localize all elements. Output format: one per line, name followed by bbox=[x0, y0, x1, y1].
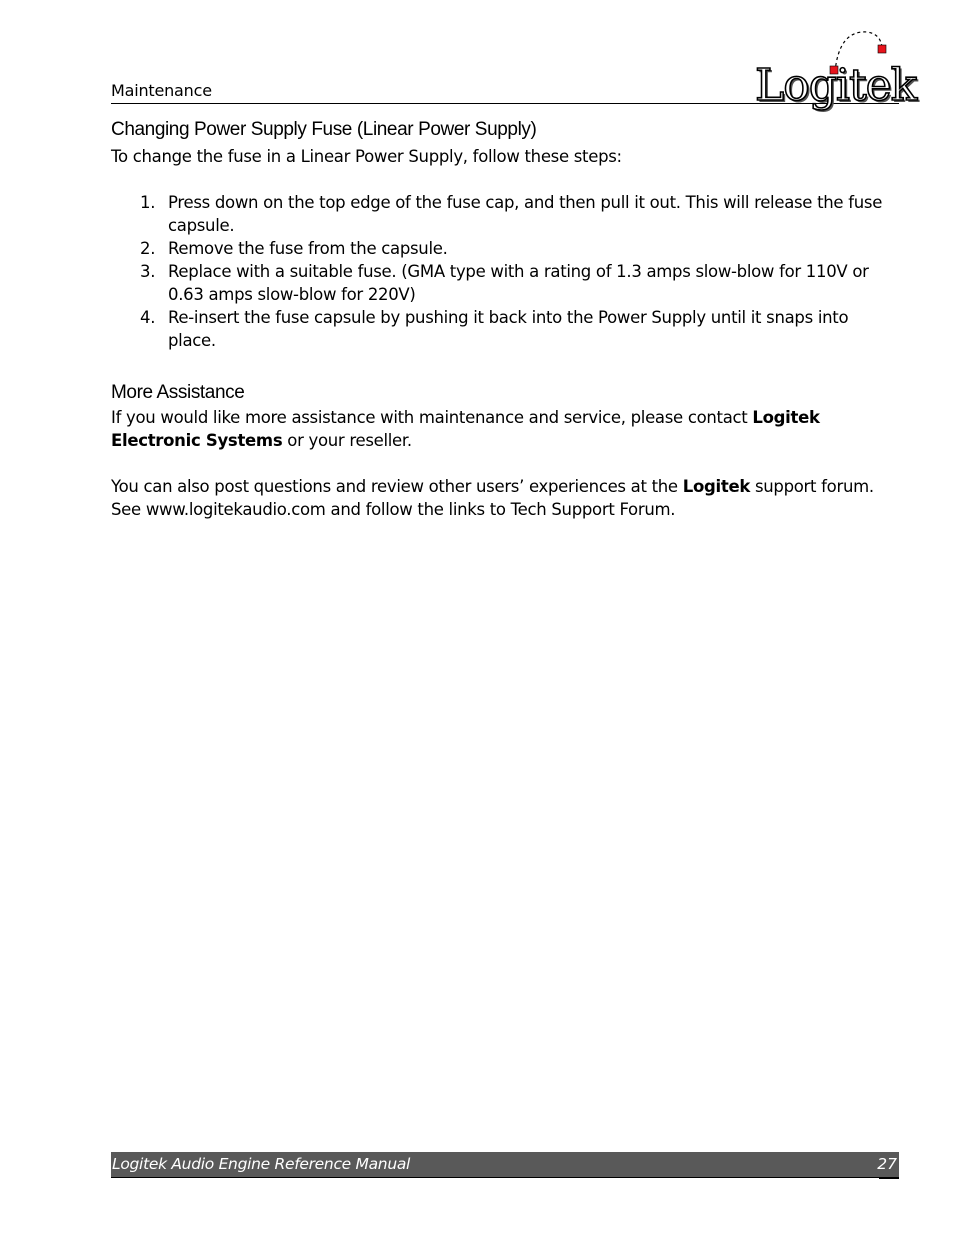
fuse-section-heading: Changing Power Supply Fuse (Linear Power Supply) bbox=[111, 119, 537, 140]
paragraph-text: You can also post questions and review other users’ experiences at the bbox=[111, 477, 683, 496]
list-item bbox=[111, 260, 901, 306]
paragraph-text: If you would like more assistance with maintenance and service, please contact bbox=[111, 408, 753, 427]
footer-page-number: 27 bbox=[877, 1155, 897, 1173]
step-number: 2. bbox=[140, 239, 156, 258]
list-item bbox=[111, 191, 901, 237]
list-item bbox=[111, 306, 901, 352]
paragraph-text: or your reseller. bbox=[282, 431, 412, 450]
fuse-steps-list bbox=[111, 191, 901, 352]
brand-name: Logitek bbox=[682, 477, 751, 496]
page-header bbox=[111, 0, 917, 111]
assistance-paragraph-2 bbox=[111, 475, 901, 521]
step-text: Press down on the top edge of the fuse cap, and then pull it out. This will release the fuse capsule. bbox=[168, 193, 883, 235]
step-number: 4. bbox=[140, 308, 156, 327]
assistance-section-heading: More Assistance bbox=[111, 382, 245, 403]
page-content bbox=[111, 117, 901, 521]
paragraph-text: support forum. See www.logitekaudio.com and follow the links to Tech Support Forum. bbox=[111, 477, 874, 519]
logo-wordmark: Logitek bbox=[755, 60, 917, 111]
section-label: Maintenance bbox=[111, 81, 212, 100]
step-text: Remove the fuse from the capsule. bbox=[168, 239, 448, 258]
fuse-intro-text: To change the fuse in a Linear Power Supply, follow these steps: bbox=[111, 147, 622, 166]
page-footer bbox=[111, 1152, 899, 1178]
step-number: 3. bbox=[140, 262, 156, 281]
step-number: 1. bbox=[140, 193, 156, 212]
list-item bbox=[111, 237, 901, 260]
footer-manual-title: Logitek Audio Engine Reference Manual bbox=[112, 1155, 411, 1173]
step-text: Replace with a suitable fuse. (GMA type with a rating of 1.3 amps slow-blow for 110V or 0.63 amps slow-blow for 220V) bbox=[168, 262, 869, 304]
company-name: Logitek Electronic Systems bbox=[111, 408, 820, 450]
logitek-logo bbox=[749, 26, 917, 112]
step-text: Re-insert the fuse capsule by pushing it back into the Power Supply until it snaps into place. bbox=[168, 308, 849, 350]
footer-tab bbox=[879, 1177, 899, 1179]
assistance-paragraph-1 bbox=[111, 406, 901, 452]
